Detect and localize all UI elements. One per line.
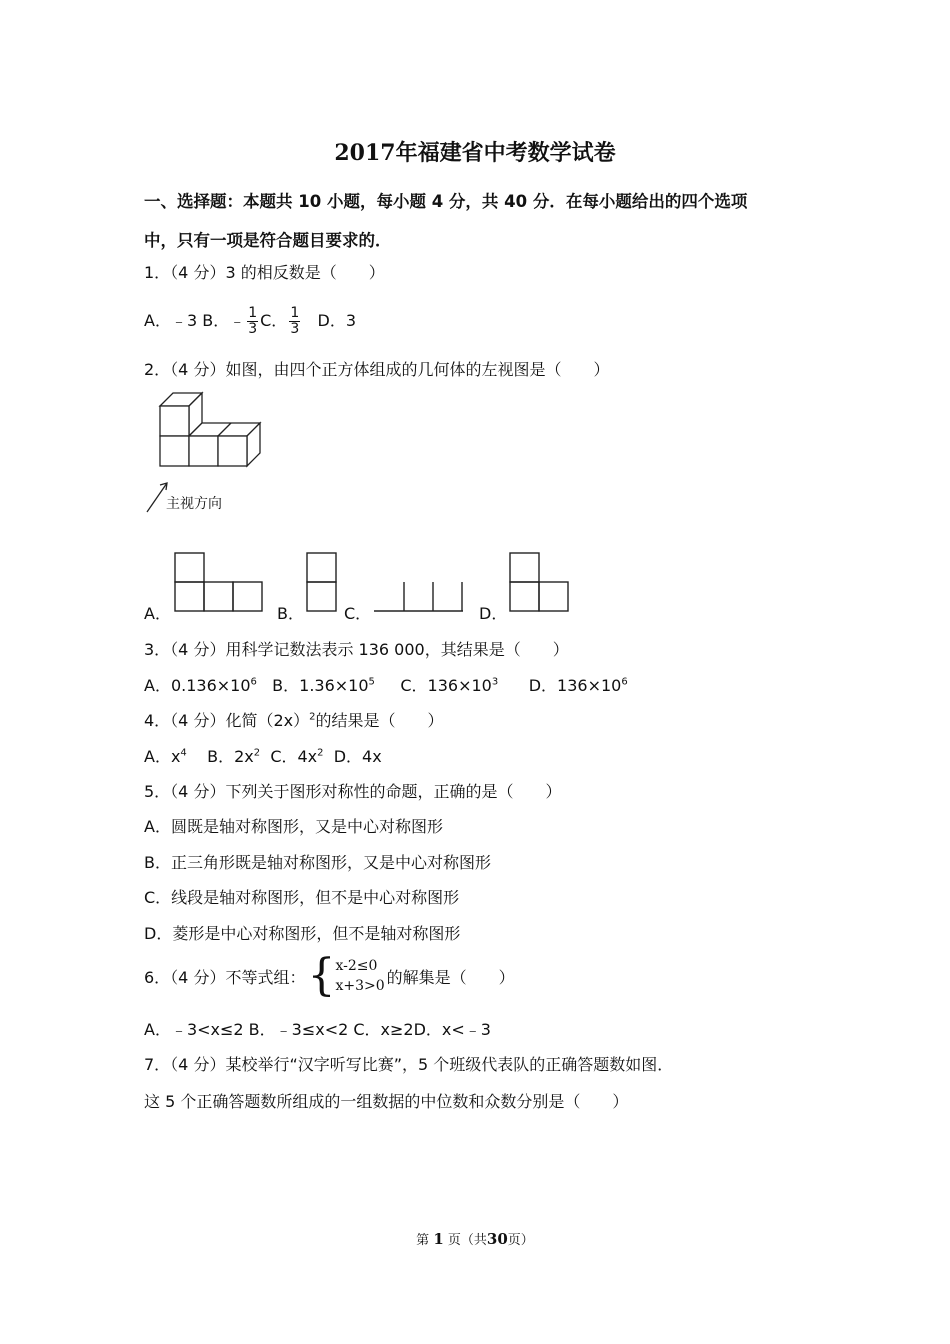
q7-stem-line1: 7．（4 分）某校举行“汉字听写比赛”，5 个班级代表队的正确答题数如图． [144,1055,674,1074]
q2-stem: 2．（4 分）如图，由四个正方体组成的几何体的左视图是（ ） [144,360,610,379]
q6-inequality-1: x-2≤0 [335,958,378,974]
q3-option-b: B．1.36×10 [272,676,369,695]
q6-stem-pre: 6．（4 分）不等式组： [144,967,306,987]
footer-mid: 页（共 [447,1233,487,1248]
footer-page-number: 1 [433,1230,444,1248]
footer-post: 页） [507,1233,534,1248]
q4-option-c-exp: 2 [317,747,324,759]
q6-stem-post: 的解集是（ ） [386,967,515,987]
q1-fraction-b: $\frac{1}{3}$ [248,305,258,337]
q4-option-c: C．4x [270,747,318,766]
q4-option-b: B．2x [207,747,254,766]
q4-option-a-exp: 4 [180,747,187,759]
q4-stem-exp: 2 [309,711,316,723]
q3-options [144,673,628,696]
section-heading-line2: 中，只有一项是符合题目要求的． [144,231,392,250]
q2-option-d-label: D． [479,604,508,623]
q5-stem: 5．（4 分）下列关于图形对称性的命题，正确的是（ ） [144,782,562,801]
q6-inequality-system [307,950,385,1001]
q4-stem [144,708,444,731]
q3-option-b-exp: 5 [368,676,375,688]
q1-stem: 1．（4 分）3 的相反数是（ ） [144,263,385,282]
q5-option-a: A．圆既是轴对称图形，又是中心对称图形 [144,817,443,836]
q3-option-c: C．136×10 [400,676,492,695]
q6-inequality-2: x+3>0 [335,978,385,994]
q5-option-b: B．正三角形既是轴对称图形，又是中心对称图形 [144,853,491,872]
q4-option-d: D．4x [333,747,382,766]
q3-option-a-exp: 6 [250,676,257,688]
q6-options: A．﹣3<x≤2 B．﹣3≤x<2 C．x≥2D．x<﹣3 [144,1020,491,1039]
q1-fraction-c: $\frac{1}{3}$ [290,305,300,337]
q2-view-direction-label: 主视方向 [166,496,222,512]
q5-option-d: D．菱形是中心对称图形，但不是轴对称图形 [144,924,461,943]
q2-option-d-figure [508,551,572,613]
q4-stem-post: 的结果是（ ） [315,711,444,730]
q4-stem-pre: 4．（4 分）化简（2x） [144,711,310,730]
footer-pre: 第 [416,1233,430,1248]
q1-options [144,306,356,337]
q1-option-d: D．3 [317,311,357,330]
q3-option-a: A．0.136×10 [144,676,251,695]
q3-option-d: D．136×10 [528,676,622,695]
exam-title: 2017年福建省中考数学试卷 [334,140,616,166]
left-brace-icon: { [307,950,336,1001]
q5-option-c: C．线段是轴对称图形，但不是中心对称图形 [144,888,460,907]
q3-option-d-exp: 6 [621,676,628,688]
q2-option-b-figure [305,551,339,613]
q4-options [144,744,382,767]
q1-option-a-b: A．﹣3 B．﹣ [144,311,246,330]
q2-option-a-label: A． [144,604,171,623]
q4-option-a: A．x [144,747,181,766]
q2-option-a-figure [173,551,265,613]
q2-option-c-figure [372,551,466,613]
q3-option-c-exp: 3 [491,676,499,688]
q3-stem: 3．（4 分）用科学记数法表示 136 000，其结果是（ ） [144,640,569,659]
footer-total-pages: 30 [486,1230,508,1248]
q7-stem-line2: 这 5 个正确答题数所组成的一组数据的中位数和众数分别是（ ） [144,1092,629,1111]
q2-option-b-label: B． [277,604,304,623]
q4-option-b-exp: 2 [253,747,261,759]
section-heading-line1: 一、选择题：本题共 10 小题，每小题 4 分，共 40 分．在每小题给出的四个选项 [144,192,748,211]
q1-option-c: C． [260,311,288,330]
q2-option-c-label: C． [344,604,372,623]
q6-stem [144,950,515,1001]
page-footer [0,1229,950,1248]
